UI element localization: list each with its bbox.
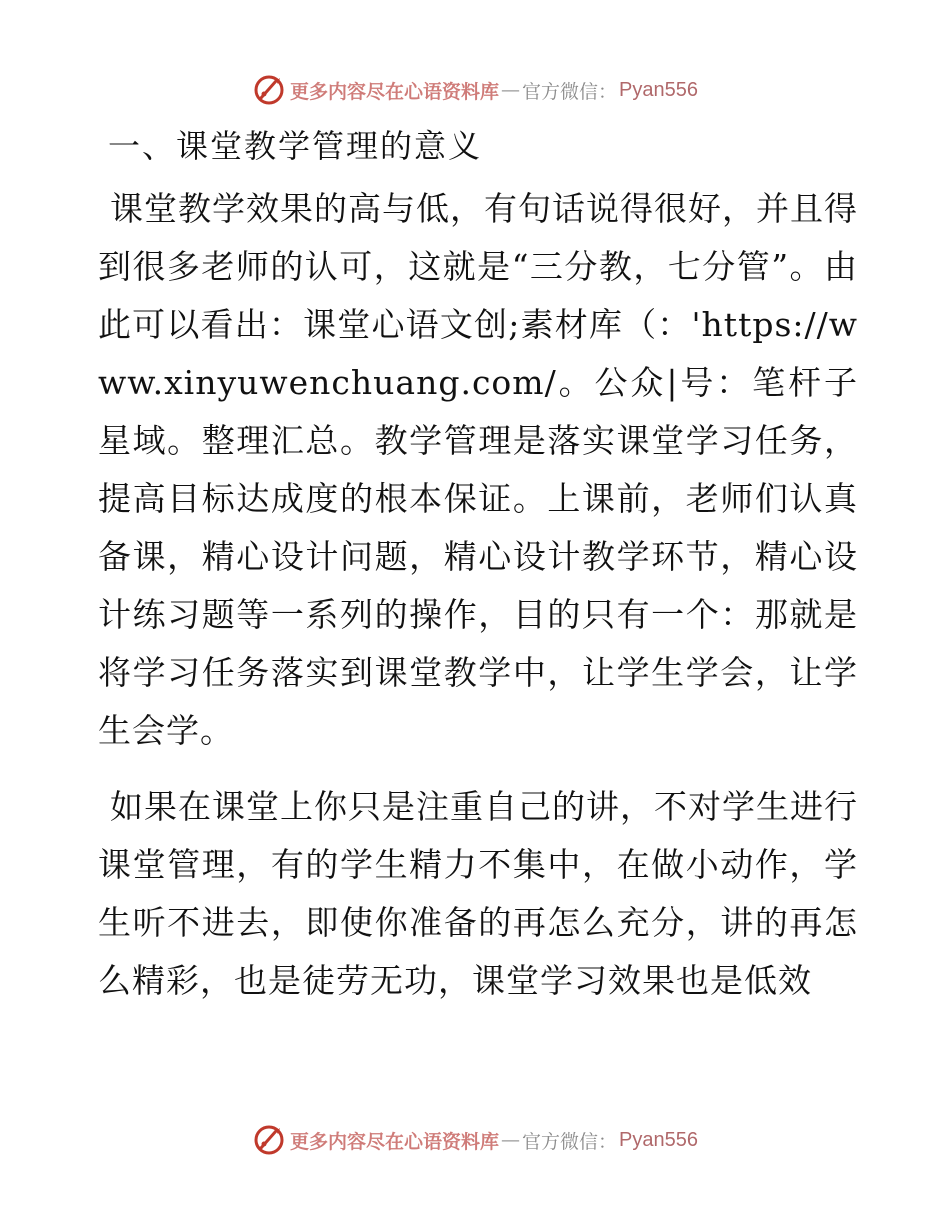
banner-official-label: 官方微信： xyxy=(522,1130,618,1153)
banner-wechat-id: Pyan556 xyxy=(619,78,698,101)
paragraph: 课堂教学效果的高与低，有句话说得很好，并且得到很多老师的认可，这就是“三分教，七分管”。由此可以看出：课堂心语文创;素材库（：'https://www.xinyuwenchuang.com/。公众|号：笔杆子星域。整理汇总。教学管理是落实课堂学习任务，提高目标达成度的根本保证。上课前，老师们认真备课，精心设计问题，精心设计教学环节，精心设计练习题等一系列的操作，目的只有一个：那就是将学习任务落实到课堂教学中，让学生学会，让学生会学。 xyxy=(98,189,858,750)
paragraph: 如果在课堂上你只是注重自己的讲，不对学生进行课堂管理，有的学生精力不集中，在做小动作，学生听不进去，即使你准备的再怎么充分，讲的再怎么精彩，也是徒劳无功，课堂学习效果也是低效 xyxy=(98,787,858,1000)
banner-text: 更多内容尽在心语资料库 xyxy=(290,1130,500,1153)
banner-dash: — xyxy=(501,1129,521,1151)
brush-logo-icon xyxy=(252,73,286,107)
header-banner xyxy=(0,70,950,110)
banner-wechat-id: Pyan556 xyxy=(619,1128,698,1151)
banner-dash: — xyxy=(501,79,521,101)
brush-logo-icon xyxy=(252,1123,286,1157)
banner-text: 更多内容尽在心语资料库 xyxy=(290,80,500,103)
section-heading: 一、课堂教学管理的意义 xyxy=(108,127,483,165)
banner-official-label: 官方微信： xyxy=(522,80,618,103)
footer-banner xyxy=(0,1120,950,1160)
document-body xyxy=(98,118,858,1028)
